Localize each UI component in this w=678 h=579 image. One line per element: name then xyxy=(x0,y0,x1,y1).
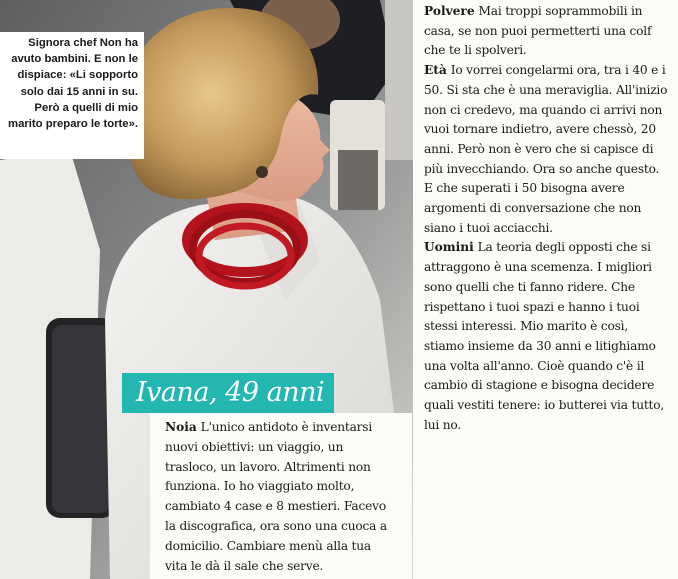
uomini-paragraph xyxy=(424,238,669,435)
uomini-body: La teoria degli opposti che si attraggono è una scemenza. I migliori sono quelli che ti fanno ridere. Che rispettano i tuoi spazi e hanno i tuoi stessi interessi. Mio marito è così, stiamo insieme da 30 anni e litighiamo una volta all'anno. Cioè quando c'è il cambio di stagione e bisogna decidere quali vestiti tenere: io butterei via tutto, lui no. xyxy=(424,240,665,432)
name-age-title: Ivana, 49 anni xyxy=(136,377,325,408)
noia-paragraph xyxy=(165,418,396,576)
noia-body: L'unico antidoto è inventarsi nuovi obiettivi: un viaggio, un trasloco, un lavoro. Altrimenti non funziona. Io ho viaggiato molto, cambiato 4 case e 8 mestieri. Facevo la discografica, ora sono una cuoca a domicilio. Cambiare menù alla tua vita le dà il sale che serve. xyxy=(165,420,387,573)
eta-heading: Età xyxy=(424,63,447,78)
caption-text: Signora chef Non ha avuto bambini. E non le dispiace: «Li sopporto solo dai 15 anni in su. Però a quelli di mio marito preparo le torte». xyxy=(8,37,138,131)
polvere-heading: Polvere xyxy=(424,4,475,18)
name-age-banner xyxy=(122,373,334,413)
uomini-heading: Uomini xyxy=(424,240,474,255)
article-column xyxy=(424,2,669,435)
eta-paragraph xyxy=(424,61,669,238)
polvere-paragraph xyxy=(424,2,669,61)
eta-body: Io vorrei congelarmi ora, tra i 40 e i 50. Si sta che è una meraviglia. All'inizio non ci credevo, ma quando ci arrivi non vuoi tornare indietro, avere chessò, 20 anni. Però non è vero che si capisce di più invecchiando. Ora so anche questo. E che superati i 50 bisogna avere argomenti di conversazione che non siano i tuoi acciacchi. xyxy=(424,63,668,235)
polvere-body: Mai troppi soprammobili in casa, se non puoi permetterti una colf che te li spolveri. xyxy=(424,4,652,58)
noia-heading: Noia xyxy=(165,420,197,434)
photo-caption xyxy=(0,32,144,159)
